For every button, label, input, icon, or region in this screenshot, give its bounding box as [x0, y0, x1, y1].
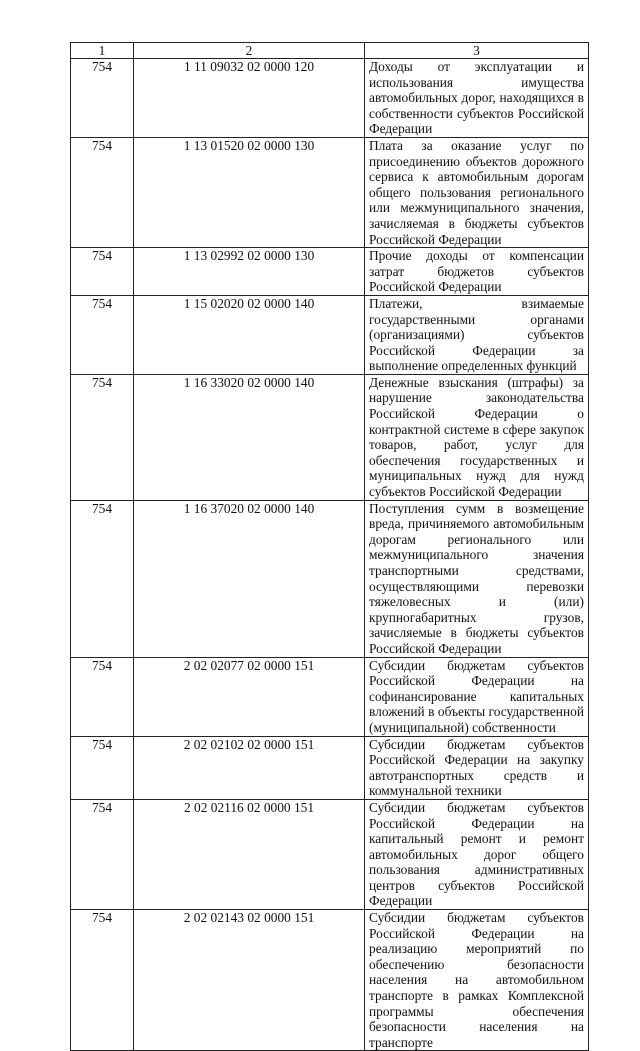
table-row [71, 295, 589, 374]
budget-code-cell: 2 02 02102 02 0000 151 [134, 736, 365, 799]
revenue-name-cell: Доходы от эксплуатации и использования имущества автомобильных дорог, находящихся в собственности субъектов Российской Федерации [365, 59, 589, 138]
budget-code-cell: 2 02 02116 02 0000 151 [134, 799, 365, 909]
revenue-name-cell: Субсидии бюджетам субъектов Российской Федерации на софинансирование капитальных вложений в объекты государственной (муниципальной) собственности [365, 657, 589, 736]
admin-code-cell: 754 [71, 59, 134, 138]
table-row [71, 736, 589, 799]
admin-code-cell: 754 [71, 657, 134, 736]
admin-code-cell: 754 [71, 799, 134, 909]
budget-code-cell: 1 13 01520 02 0000 130 [134, 137, 365, 247]
revenue-name-cell: Денежные взыскания (штрафы) за нарушение законодательства Российской Федерации о контрактной системе в сфере закупок товаров, работ, услуг для обеспечения государственных и муниципальных нужд для нужд субъектов Российской Федерации [365, 374, 589, 500]
column-header-1: 1 [71, 43, 134, 59]
revenue-name-cell: Прочие доходы от компенсации затрат бюджетов субъектов Российской Федерации [365, 248, 589, 296]
admin-code-cell: 754 [71, 295, 134, 374]
revenue-name-cell: Субсидии бюджетам субъектов Российской Федерации на реализацию мероприятий по обеспечению безопасности населения на автомобильном транспорте в рамках Комплексной программы обеспечения безопасности населения на транспорте [365, 910, 589, 1051]
budget-code-cell: 1 11 09032 02 0000 120 [134, 59, 365, 138]
table-row [71, 248, 589, 296]
revenue-name-cell: Плата за оказание услуг по присоединению объектов дорожного сервиса к автомобильным дорогам общего пользования регионального или межмуниципального значения, зачисляемая в бюджеты субъектов Российской Федерации [365, 137, 589, 247]
header-row [71, 43, 589, 59]
table-body [71, 59, 589, 1051]
table-row [71, 59, 589, 138]
admin-code-cell: 754 [71, 248, 134, 296]
budget-code-cell: 1 15 02020 02 0000 140 [134, 295, 365, 374]
table-row [71, 500, 589, 657]
table-row [71, 910, 589, 1051]
table-row [71, 799, 589, 909]
revenue-name-cell: Субсидии бюджетам субъектов Российской Федерации на закупку автотранспортных средств и коммунальной техники [365, 736, 589, 799]
admin-code-cell: 754 [71, 137, 134, 247]
budget-code-cell: 2 02 02143 02 0000 151 [134, 910, 365, 1051]
budget-revenue-table [70, 42, 589, 1051]
budget-code-cell: 1 13 02992 02 0000 130 [134, 248, 365, 296]
admin-code-cell: 754 [71, 910, 134, 1051]
table-row [71, 657, 589, 736]
budget-code-cell: 1 16 33020 02 0000 140 [134, 374, 365, 500]
admin-code-cell: 754 [71, 736, 134, 799]
admin-code-cell: 754 [71, 374, 134, 500]
revenue-name-cell: Поступления сумм в возмещение вреда, причиняемого автомобильным дорогам регионального или межмуниципального значения транспортными средствами, осуществляющими перевозки тяжеловесных и (или) крупногабаритных грузов, зачисляемые в бюджеты субъектов Российской Федерации [365, 500, 589, 657]
table-row [71, 137, 589, 247]
revenue-name-cell: Субсидии бюджетам субъектов Российской Федерации на капитальный ремонт и ремонт автомобильных дорог общего пользования административных центров субъектов Российской Федерации [365, 799, 589, 909]
table-header [71, 43, 589, 59]
admin-code-cell: 754 [71, 500, 134, 657]
budget-code-cell: 1 16 37020 02 0000 140 [134, 500, 365, 657]
column-header-3: 3 [365, 43, 589, 59]
table-row [71, 374, 589, 500]
budget-code-cell: 2 02 02077 02 0000 151 [134, 657, 365, 736]
revenue-name-cell: Платежи, взимаемые государственными органами (организациями) субъектов Российской Федерации за выполнение определенных функций [365, 295, 589, 374]
column-header-2: 2 [134, 43, 365, 59]
